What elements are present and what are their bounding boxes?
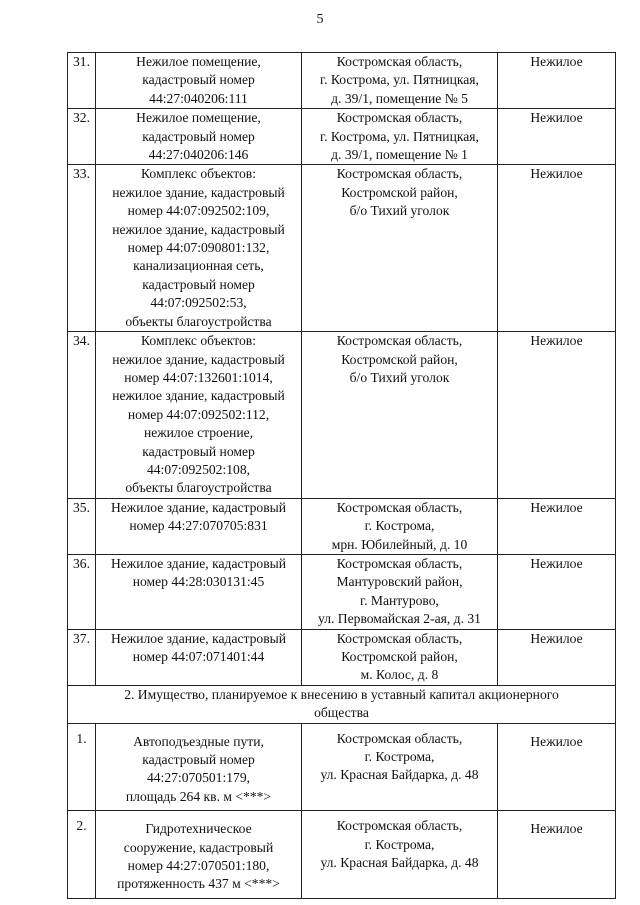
object-address-line: ул. Первомайская 2-ая, д. 31 [318, 611, 481, 627]
object-address [302, 498, 498, 554]
object-address [302, 165, 498, 332]
object-address-line: Костромская область, [336, 630, 463, 646]
object-description-line: сооружение, кадастровый [123, 839, 274, 855]
object-address-line: б/о Тихий уголок [349, 203, 450, 219]
object-description [96, 811, 302, 899]
row-number: 37. [68, 629, 96, 685]
table-row [68, 811, 616, 899]
object-address-line: Костромская область, [336, 54, 463, 69]
table-row [68, 629, 616, 685]
page-number: 5 [316, 12, 324, 27]
table-row [68, 554, 616, 629]
object-description-line: нежилое здание, кадастровый [112, 351, 285, 367]
row-number: 1. [68, 723, 96, 811]
object-description-line: 44:07:092502:108, [146, 461, 251, 477]
object-description-line: Нежилое здание, кадастровый [110, 499, 287, 515]
object-description-line: объекты благоустройства [125, 313, 272, 329]
section-2-title-line: общества [314, 705, 369, 721]
object-type: Нежилое [498, 53, 616, 109]
object-description-line: Нежилое здание, кадастровый [110, 630, 287, 646]
object-description-line: Комплекс объектов: [141, 166, 256, 182]
object-type: Нежилое [498, 811, 616, 899]
row-number: 31. [68, 53, 96, 109]
object-description-line: Нежилое здание, кадастровый [110, 555, 287, 571]
row-number: 32. [68, 109, 96, 165]
object-description-line: нежилое здание, кадастровый [112, 184, 285, 200]
object-address-line: мрн. Юбилейный, д. 10 [331, 536, 468, 552]
object-description-line: кадастровый номер [142, 72, 255, 88]
object-address-line: Костромской район, [341, 351, 458, 367]
object-description-line: 44:07:092502:53, [150, 295, 247, 311]
object-description-line: кадастровый номер [142, 128, 255, 144]
object-address-line: д. 39/1, помещение № 1 [331, 147, 468, 163]
object-address-line: Костромская область, [336, 110, 463, 126]
object-address-line: г. Кострома, [364, 836, 435, 852]
object-address [302, 109, 498, 165]
table-row [68, 53, 616, 109]
object-description [96, 723, 302, 811]
object-address [302, 554, 498, 629]
section-2-title-line: 2. Имущество, планируемое к внесению в уставный капитал акционерного [124, 686, 559, 702]
object-address [302, 629, 498, 685]
object-description-line: Нежилое помещение, [136, 54, 261, 69]
row-number: 36. [68, 554, 96, 629]
object-description-line: номер 44:27:070705:831 [129, 518, 268, 534]
table-row [68, 165, 616, 332]
object-description-line: Нежилое помещение, [136, 110, 261, 126]
object-address-line: г. Кострома, ул. Пятницкая, [320, 72, 479, 88]
object-address-line: м. Колос, д. 8 [360, 667, 439, 683]
object-description [96, 165, 302, 332]
object-description-line: Автоподъездные пути, [133, 733, 264, 749]
object-address-line: Костромской район, [341, 649, 458, 664]
object-description-line: 44:27:040206:146 [148, 147, 249, 163]
object-address [302, 332, 498, 499]
object-address-line: Костромская область, [336, 499, 463, 515]
object-description-line: номер 44:07:092502:109, [127, 203, 270, 219]
object-type: Нежилое [498, 723, 616, 811]
object-description [96, 109, 302, 165]
object-address-line: Костромская область, [336, 166, 463, 182]
object-address-line: г. Кострома, [364, 518, 435, 534]
row-number: 35. [68, 498, 96, 554]
object-address-line: Костромская область, [336, 730, 463, 746]
object-address-line: г. Кострома, [364, 749, 435, 765]
object-type: Нежилое [498, 109, 616, 165]
object-address-line: Мантуровский район, [336, 574, 463, 590]
object-address-line: ул. Красная Байдарка, д. 48 [320, 855, 479, 871]
object-address-line: г. Мантурово, [360, 592, 439, 608]
section-2-title [68, 685, 616, 723]
object-description-line: номер 44:07:132601:1014, [124, 369, 273, 385]
object-type: Нежилое [498, 629, 616, 685]
table-row [68, 109, 616, 165]
object-description [96, 332, 302, 499]
object-address [302, 53, 498, 109]
object-description-line: Гидротехническое [145, 821, 252, 837]
object-description-line: нежилое здание, кадастровый [112, 221, 285, 237]
object-description-line: кадастровый номер [142, 443, 255, 459]
object-address-line: д. 39/1, помещение № 5 [331, 90, 468, 106]
object-description-line: площадь 264 кв. м <***> [125, 788, 272, 804]
object-description [96, 498, 302, 554]
object-address [302, 723, 498, 811]
row-number: 2. [68, 811, 96, 899]
object-description-line: кадастровый номер [142, 752, 255, 768]
object-address-line: Костромская область, [336, 333, 463, 349]
object-description-line: объекты благоустройства [125, 480, 272, 496]
object-description-line: номер 44:07:071401:44 [132, 649, 265, 664]
object-description [96, 53, 302, 109]
table-row [68, 332, 616, 499]
object-description-line: номер 44:07:090801:132, [127, 240, 270, 256]
object-description-line: канализационная сеть, [133, 258, 264, 274]
row-number: 33. [68, 165, 96, 332]
object-description-line: кадастровый номер [142, 276, 255, 292]
object-description-line: Комплекс объектов: [141, 333, 256, 349]
object-description-line: 44:27:040206:111 [149, 90, 248, 106]
object-address-line: ул. Красная Байдарка, д. 48 [320, 767, 479, 783]
property-table [67, 52, 616, 899]
object-type: Нежилое [498, 332, 616, 499]
object-address-line: Костромской район, [341, 184, 458, 200]
object-description-line: номер 44:07:092502:112, [127, 406, 270, 422]
object-description [96, 629, 302, 685]
object-description-line: нежилое здание, кадастровый [112, 388, 285, 404]
object-type: Нежилое [498, 554, 616, 629]
object-description-line: протяженность 437 м <***> [117, 876, 280, 892]
object-address-line: Костромская область, [336, 555, 463, 571]
object-address [302, 811, 498, 899]
table-row [68, 498, 616, 554]
object-description-line: нежилое строение, [143, 425, 254, 441]
object-address-line: Костромская область, [336, 818, 463, 834]
object-type: Нежилое [498, 165, 616, 332]
object-description-line: номер 44:27:070501:180, [127, 858, 270, 874]
row-number: 34. [68, 332, 96, 499]
object-type: Нежилое [498, 498, 616, 554]
object-address-line: г. Кострома, ул. Пятницкая, [320, 128, 479, 144]
object-description-line: 44:27:070501:179, [146, 770, 251, 786]
table-row [68, 723, 616, 811]
object-address-line: б/о Тихий уголок [349, 369, 450, 385]
object-description [96, 554, 302, 629]
section-header-row [68, 685, 616, 723]
object-description-line: номер 44:28:030131:45 [132, 574, 265, 590]
